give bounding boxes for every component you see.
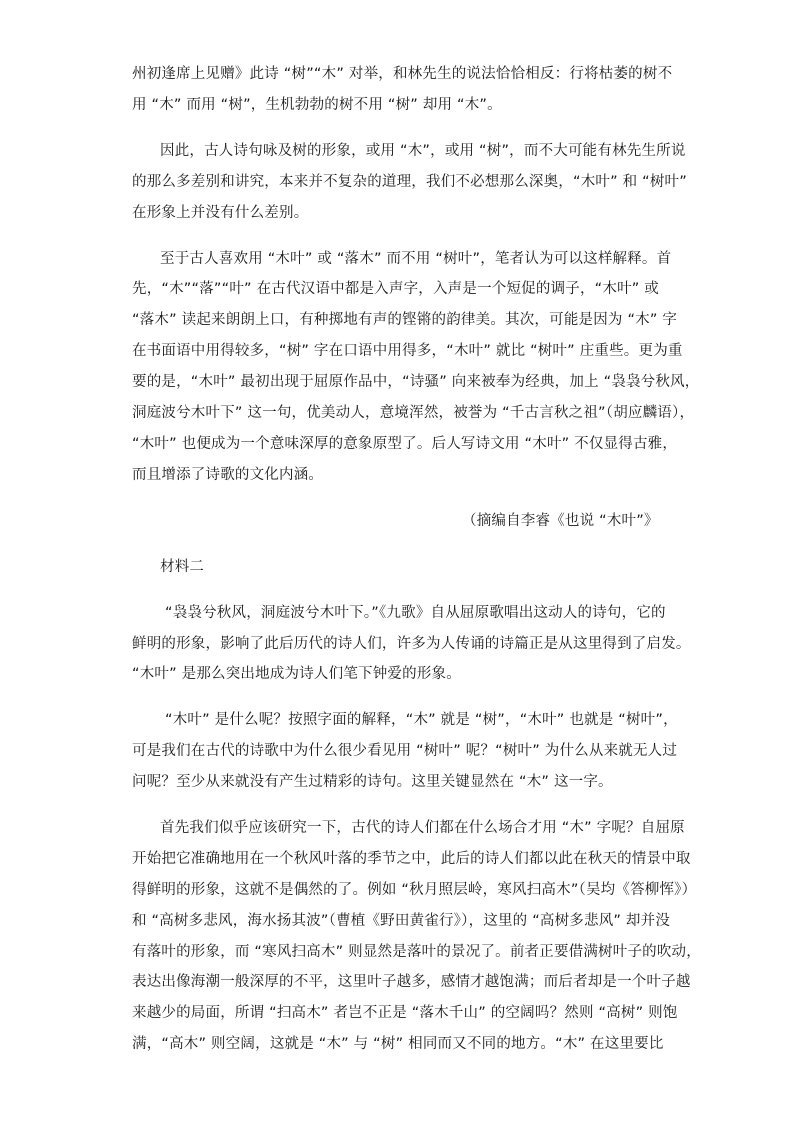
text-line: 在形象上并没有什么差别。 <box>132 205 309 221</box>
text-line: 开始把它准确地用在一个秋风叶落的季节之中，此后的诗人们都以此在秋天的情景中取 <box>132 851 691 867</box>
text-line: 鲜明的形象，影响了此后历代的诗人们，许多为人传诵的诗篇正是从这里得到了启发。 <box>132 636 691 652</box>
text-line: 至于古人喜欢用 “木叶” 或 “落木” 而不用 “树叶”，笔者认为可以这样解释。首 <box>160 251 672 267</box>
text-line: 在书面语中用得较多，“树” 字在口语中用得多，“木叶” 就比 “树叶” 庄重些。更为重 <box>132 343 683 359</box>
text-line: 有落叶的形象，而 “寒风扫高木” 则显然是落叶的景况了。前者正要借满树叶子的吹动， <box>132 944 701 960</box>
text-line: 先，“木”“落”“叶” 在古代汉语中都是入声字，入声是一个短促的调子，“木叶” 或 <box>132 281 660 297</box>
text-line: “木叶” 是什么呢？按照字面的解释，“木” 就是 “树”，“木叶” 也就是 “树叶”， <box>165 712 678 728</box>
text-line: 洞庭波兮木叶下” 这一句，优美动人，意境浑然，被誉为 “千古言秋之祖”（胡应麟语）， <box>132 405 695 421</box>
text-line: 的那么多差别和讲究，本来并不复杂的道理，我们不必想那么深奥，“木叶” 和 “树叶” <box>132 174 687 190</box>
text-line: “落木” 读起来朗朗上口，有种掷地有声的铿锵的韵律美。其次，可能是因为 “木” 字 <box>132 312 678 328</box>
text-line: 用 “木” 而用 “树”，生机勃勃的树不用 “树” 却用 “木”。 <box>132 97 502 113</box>
text-line: 问呢？至少从来就没有产生过精彩的诗句。这里关键显然在 “木” 这一字。 <box>132 774 613 790</box>
text-line: 得鲜明的形象，这就不是偶然的了。例如 “秋月照层岭，寒风扫高木”（吴均《答柳恽》） <box>132 882 697 898</box>
text-line: 而且增添了诗歌的文化内涵。 <box>132 467 324 483</box>
text-line: “木叶” 是那么突出地成为诗人们笔下钟爱的形象。 <box>132 666 461 682</box>
section-title: 材料二 <box>160 559 205 575</box>
text-line: 满，“高木” 则空阔，这就是 “木” 与 “树” 相同而又不同的地方。“木” 在这里要比 <box>132 1036 664 1052</box>
text-line: “木叶” 也便成为一个意味深厚的意象原型了。后人写诗文用 “木叶” 不仅显得古雅， <box>132 436 678 452</box>
citation-line: （摘编自李睿《也说 “木叶”》 <box>462 513 659 529</box>
text-line: 可是我们在古代的诗歌中为什么很少看见用 “树叶” 呢？“树叶” 为什么从来就无人过 <box>132 743 678 759</box>
text-line: 要的是，“木叶” 最初出现于屈原作品中，“诗骚” 向来被奉为经典，加上 “袅袅兮秋风， <box>132 374 700 390</box>
text-line: 来越少的局面，所谓 “扫高木” 者岂不正是 “落木千山” 的空阔吗？然则 “高树” 则饱 <box>132 1005 678 1021</box>
text-line: 表达出像海潮一般深厚的不平，这里叶子越多，感情才越饱满；而后者却是一个叶子越 <box>132 974 691 990</box>
text-line: “袅袅兮秋风，洞庭波兮木叶下。”《九歌》自从屈原歌唱出这动人的诗句，它的 <box>165 605 666 621</box>
text-line: 和 “高树多悲风，海水扬其波”（曹植《野田黄雀行》），这里的 “高树多悲风” 却并没 <box>132 913 671 929</box>
text-line: 因此，古人诗句咏及树的形象，或用 “木”，或用 “树”，而不大可能有林先生所说 <box>160 143 686 159</box>
text-line: 州初逢席上见赠》此诗 “树”“木” 对举，和林先生的说法恰恰相反：行将枯萎的树不 <box>132 66 673 82</box>
text-line: 首先我们似乎应该研究一下，古代的诗人们都在什么场合才用 “木” 字呢？自屈原 <box>160 820 685 836</box>
